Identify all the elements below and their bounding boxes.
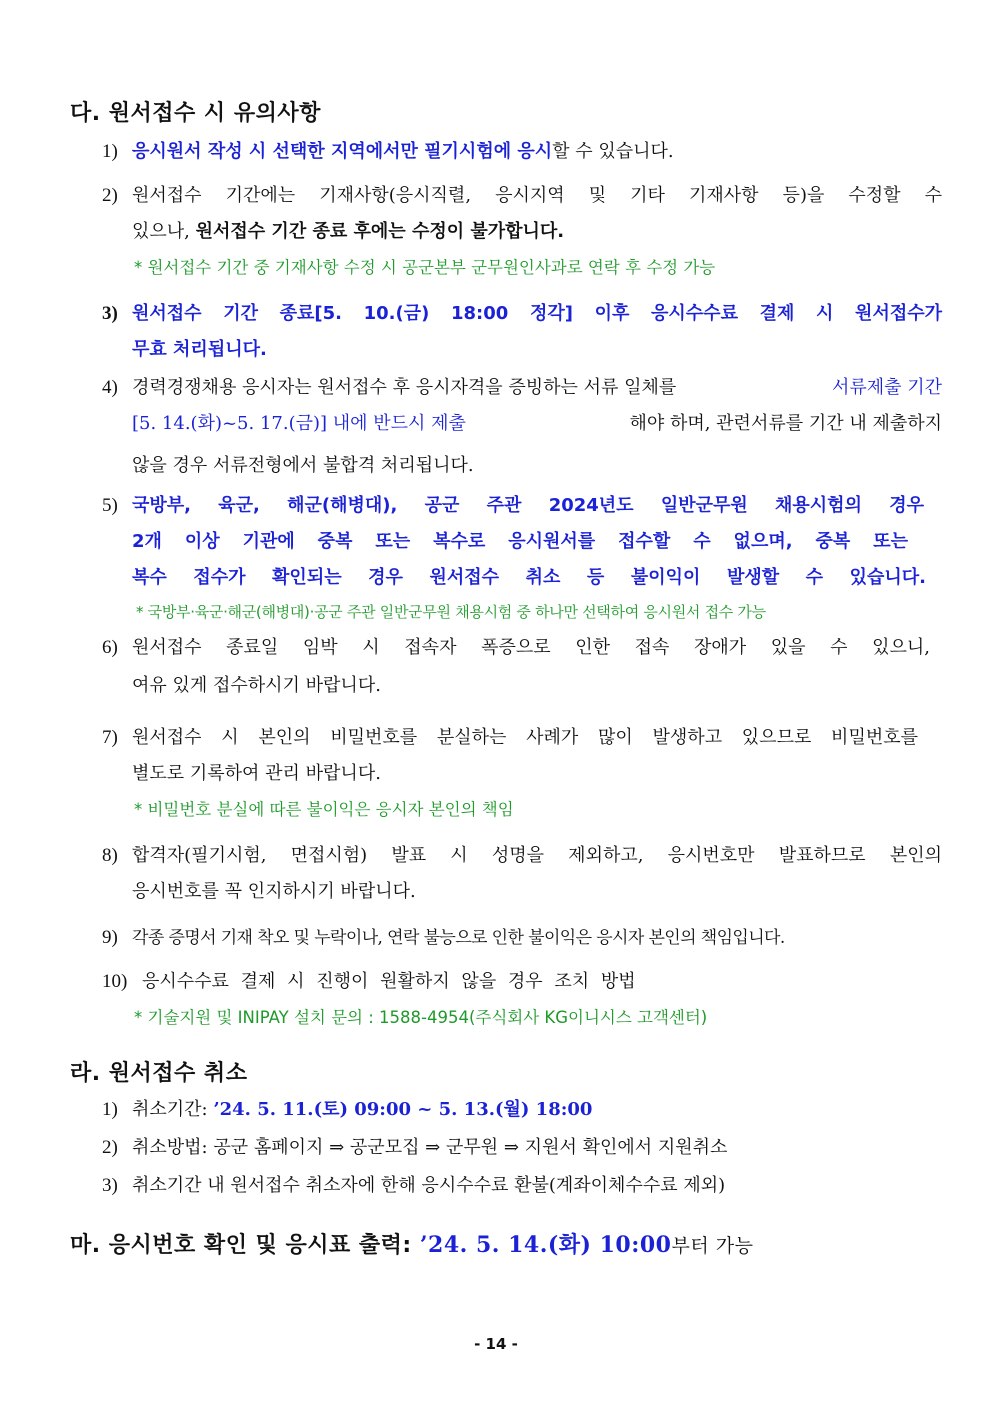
item-1-tail: 할 수 있습니다. (552, 141, 674, 162)
item-2-line-2 (132, 220, 564, 244)
item-5-note: * 국방부·육군·해군(해병대)·공군 주관 일반군무원 채용시험 중 하나만 선택하여 응시원서 접수 가능 (136, 603, 766, 621)
item-4-submission-period: 서류제출 기간 (831, 377, 942, 398)
section-title-ma (70, 1228, 753, 1259)
item-number: 2) (102, 185, 118, 206)
exam-ticket-date: ’24. 5. 14.(화) 10:00 (419, 1232, 672, 1258)
item-number: 8) (102, 845, 118, 866)
item-10-note: * 기술지원 및 INIPAY 설치 문의 : 1588-4954(주식회사 KG이니시스 고객센터) (134, 1008, 708, 1027)
item-2-lead: 있으나, (132, 221, 196, 242)
section-title-ra: 라. 원서접수 취소 (70, 1061, 248, 1086)
item-number: 7) (102, 727, 118, 748)
item-number: 10) (102, 971, 128, 992)
item-number: 2) (102, 1137, 118, 1158)
item-5-line-3: 복수 접수가 확인되는 경우 원서접수 취소 등 불이익이 발생할 수 있습니다. (132, 567, 926, 588)
cancel-period-line (132, 1098, 592, 1122)
item-number: 1) (102, 141, 118, 162)
refund-line: 취소기간 내 원서접수 취소자에 한해 응시수수료 환불(계좌이체수수료 제외) (132, 1175, 726, 1196)
item-4-deadline: [5. 14.(화)~5. 17.(금)] 내에 반드시 제출 (132, 413, 466, 434)
item-6-line-1: 원서접수 종료일 임박 시 접속자 폭증으로 인한 접속 장애가 있을 수 있으니, (132, 637, 930, 658)
item-number: 4) (102, 377, 118, 398)
item-4-line-1 (132, 376, 942, 400)
item-number: 5) (102, 495, 118, 516)
item-3-line-2: 무효 처리됩니다. (132, 339, 267, 360)
page-number: - 14 - (474, 1335, 518, 1353)
item-number: 9) (102, 927, 118, 948)
item-4-lead: 경력경쟁채용 응시자는 원서접수 후 응시자격을 증빙하는 서류 일체를 (132, 377, 677, 398)
item-10-line-1: 응시수수료 결제 시 진행이 원활하지 않을 경우 조치 방법 (142, 971, 636, 992)
item-7-note: * 비밀번호 분실에 따른 불이익은 응시자 본인의 책임 (134, 800, 514, 819)
exam-ticket-tail: 부터 가능 (671, 1235, 754, 1257)
item-2-line-1: 원서접수 기간에는 기재사항(응시직렬, 응시지역 및 기타 기재사항 등)을 수정할 수 (132, 185, 942, 206)
item-1-text (132, 140, 674, 164)
item-2-emphasis: 원서접수 기간 종료 후에는 수정이 불가합니다. (195, 221, 565, 242)
item-number: 3) (102, 303, 118, 324)
item-8-line-2: 응시번호를 꼭 인지하시기 바랍니다. (132, 881, 416, 902)
section-title-da: 다. 원서접수 시 유의사항 (70, 101, 321, 126)
cancel-period-value: ’24. 5. 11.(토) 09:00 ~ 5. 13.(월) 18:00 (213, 1099, 593, 1120)
item-8-line-1: 합격자(필기시험, 면접시험) 발표 시 성명을 제외하고, 응시번호만 발표하므로 본인의 (132, 845, 942, 866)
item-6-line-2: 여유 있게 접수하시기 바랍니다. (132, 675, 381, 696)
item-7-line-1: 원서접수 시 본인의 비밀번호를 분실하는 사례가 많이 발생하고 있으므로 비밀번호를 (132, 727, 918, 748)
item-4-tail: 해야 하며, 관련서류를 기간 내 제출하지 (629, 413, 942, 434)
cancel-period-label: 취소기간: (132, 1099, 214, 1120)
item-7-line-2: 별도로 기록하여 관리 바랍니다. (132, 763, 381, 784)
item-number: 3) (102, 1175, 118, 1196)
item-5-line-2: 2개 이상 기관에 중복 또는 복수로 응시원서를 접수할 수 없으며, 중복 또는 (132, 531, 908, 552)
item-number: 6) (102, 637, 118, 658)
item-4-line-2 (132, 412, 942, 436)
item-3-line-1: 원서접수 기간 종료[5. 10.(금) 18:00 정각] 이후 응시수수료 결제 시 원서접수가 (132, 303, 942, 324)
item-2-note: * 원서접수 기간 중 기재사항 수정 시 공군본부 군무원인사과로 연락 후 수정 가능 (134, 258, 716, 277)
item-5-line-1: 국방부, 육군, 해군(해병대), 공군 주관 2024년도 일반군무원 채용시험의 경우 (132, 495, 924, 516)
item-4-line-3: 않을 경우 서류전형에서 불합격 처리됩니다. (132, 455, 474, 476)
cancel-method-line: 취소방법: 공군 홈페이지 ⇒ 공군모집 ⇒ 군무원 ⇒ 지원서 확인에서 지원취소 (132, 1137, 728, 1158)
section-title-ma-label: 마. 응시번호 확인 및 응시표 출력: (70, 1233, 420, 1258)
item-9-line-1: 각종 증명서 기재 착오 및 누락이나, 연락 불능으로 인한 불이익은 응시자 본인의 책임입니다. (132, 928, 785, 948)
item-number: 1) (102, 1099, 118, 1120)
item-1-emphasis: 응시원서 작성 시 선택한 지역에서만 필기시험에 응시 (132, 141, 553, 162)
